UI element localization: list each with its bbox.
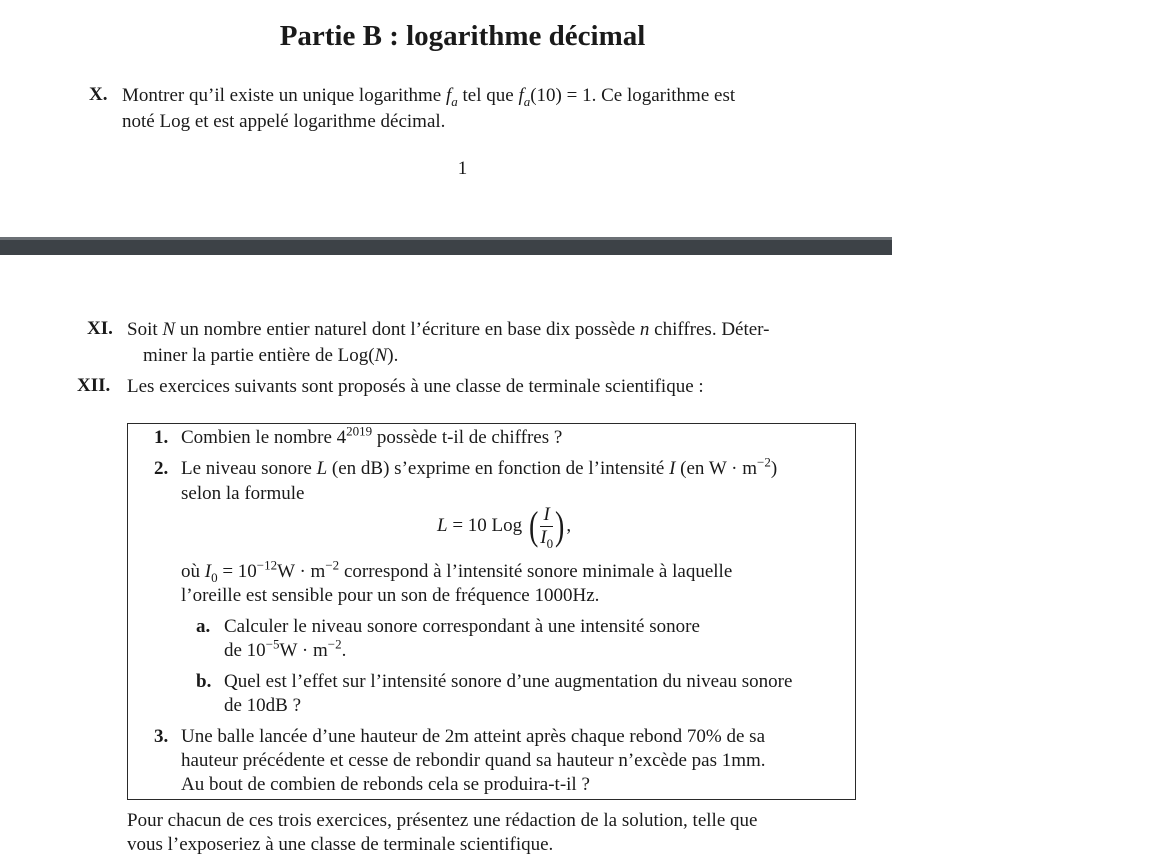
text-segment: où <box>181 561 205 582</box>
math-exponent: −5 <box>265 636 280 652</box>
math-var: N <box>162 319 176 340</box>
text-segment: chiffres. Déter- <box>649 319 770 340</box>
exercise-text-line: Les exercices suivants sont proposés à une classe de terminale scientifique : <box>127 376 704 397</box>
subquestion-text: de 10dB ? <box>224 695 302 716</box>
text-segment: = 10 <box>217 561 257 582</box>
exercise-text-line: noté Log et est appelé logarithme décimal. <box>122 111 446 132</box>
text-segment: W · m <box>279 640 328 661</box>
math-var: f <box>445 85 452 106</box>
text-segment: Soit <box>127 319 163 340</box>
paren-left: ( <box>528 503 539 548</box>
math-exponent: −2 <box>327 636 342 652</box>
math-exponent: −12 <box>256 557 278 573</box>
question-text: Une balle lancée d’une hauteur de 2m atteint après chaque rebond 70% de sa <box>181 726 765 747</box>
subquestion-label: b. <box>196 671 212 692</box>
text-segment: correspond à l’intensité sonore minimale à laquelle <box>339 561 733 582</box>
exercise-label: X. <box>89 84 108 105</box>
math-var: N <box>374 345 388 366</box>
question-number: 3. <box>154 726 169 747</box>
text-segment: un nombre entier naturel dont l’écriture en base dix possède <box>175 319 640 340</box>
formula-segment: = 10 Log <box>447 515 527 536</box>
text-segment: W · m <box>277 561 326 582</box>
question-number: 1. <box>154 427 169 448</box>
exercise-label: XII. <box>77 375 111 396</box>
question-number: 2. <box>154 458 169 479</box>
footer-text: vous l’exposeriez à une classe de terminale scientifique. <box>127 834 554 855</box>
formula <box>437 500 571 552</box>
text-segment: Montrer qu’il existe un unique logarithme <box>122 85 446 106</box>
math-var: f <box>518 85 524 106</box>
text-segment: (en W · m <box>675 458 758 479</box>
formula-segment: , <box>566 515 572 536</box>
exercise-text-line <box>143 343 398 369</box>
text-segment: (10) = 1. Ce logarithme est <box>530 85 736 106</box>
text-segment: ). <box>387 345 399 366</box>
math-var: L <box>437 515 448 536</box>
text-segment: miner la partie entière de Log( <box>143 345 375 366</box>
text-segment: . <box>341 640 347 661</box>
text-segment: ) <box>770 458 778 479</box>
text-segment: tel que <box>457 85 519 106</box>
text-segment: Le niveau sonore <box>181 458 317 479</box>
text-segment: possède t-il de chiffres ? <box>372 427 563 448</box>
math-var: I <box>669 458 676 479</box>
math-var: L <box>316 458 328 479</box>
math-var: I <box>540 526 547 548</box>
text-segment: Combien le nombre 4 <box>181 427 347 448</box>
math-exponent: −2 <box>325 557 340 573</box>
math-exponent: −2 <box>757 454 771 470</box>
math-sub: 0 <box>211 569 218 585</box>
question-text <box>181 456 851 482</box>
math-sub: a <box>451 93 458 109</box>
text-segment: (en dB) s’exprime en fonction de l’intensité <box>327 458 670 479</box>
exercise-text-line <box>127 317 769 343</box>
page-separator-highlight <box>0 237 892 240</box>
exercise-label: XI. <box>87 318 113 339</box>
text-segment: de 10 <box>224 640 266 661</box>
question-text: Au bout de combien de rebonds cela se produira-t-il ? <box>181 774 590 795</box>
math-var: I <box>543 503 550 525</box>
fraction <box>540 504 553 549</box>
question-text: l’oreille est sensible pour un son de fréquence 1000Hz. <box>181 585 600 606</box>
question-text: selon la formule <box>181 483 305 504</box>
subquestion-text: Calculer le niveau sonore correspondant à une intensité sonore <box>224 616 700 637</box>
question-text <box>181 425 562 451</box>
math-var: n <box>639 319 650 340</box>
subquestion-label: a. <box>196 616 211 637</box>
math-sub: 0 <box>546 535 554 551</box>
subquestion-text: Quel est l’effet sur l’intensité sonore d’une augmentation du niveau sonore <box>224 671 793 692</box>
page-title: Partie B : logarithme décimal <box>279 20 646 52</box>
math-sub: a <box>523 93 531 109</box>
subquestion-text <box>224 638 346 664</box>
math-exponent: 2019 <box>346 423 373 439</box>
math-var: I <box>204 561 212 582</box>
page-number: 1 <box>457 158 468 179</box>
paren-right: ) <box>555 503 565 548</box>
question-text: hauteur précédente et cesse de rebondir quand sa hauteur n’excède pas 1mm. <box>181 750 766 771</box>
question-text <box>181 559 851 585</box>
exercise-text-line <box>122 83 862 109</box>
footer-text: Pour chacun de ces trois exercices, présentez une rédaction de la solution, telle que <box>127 810 758 831</box>
